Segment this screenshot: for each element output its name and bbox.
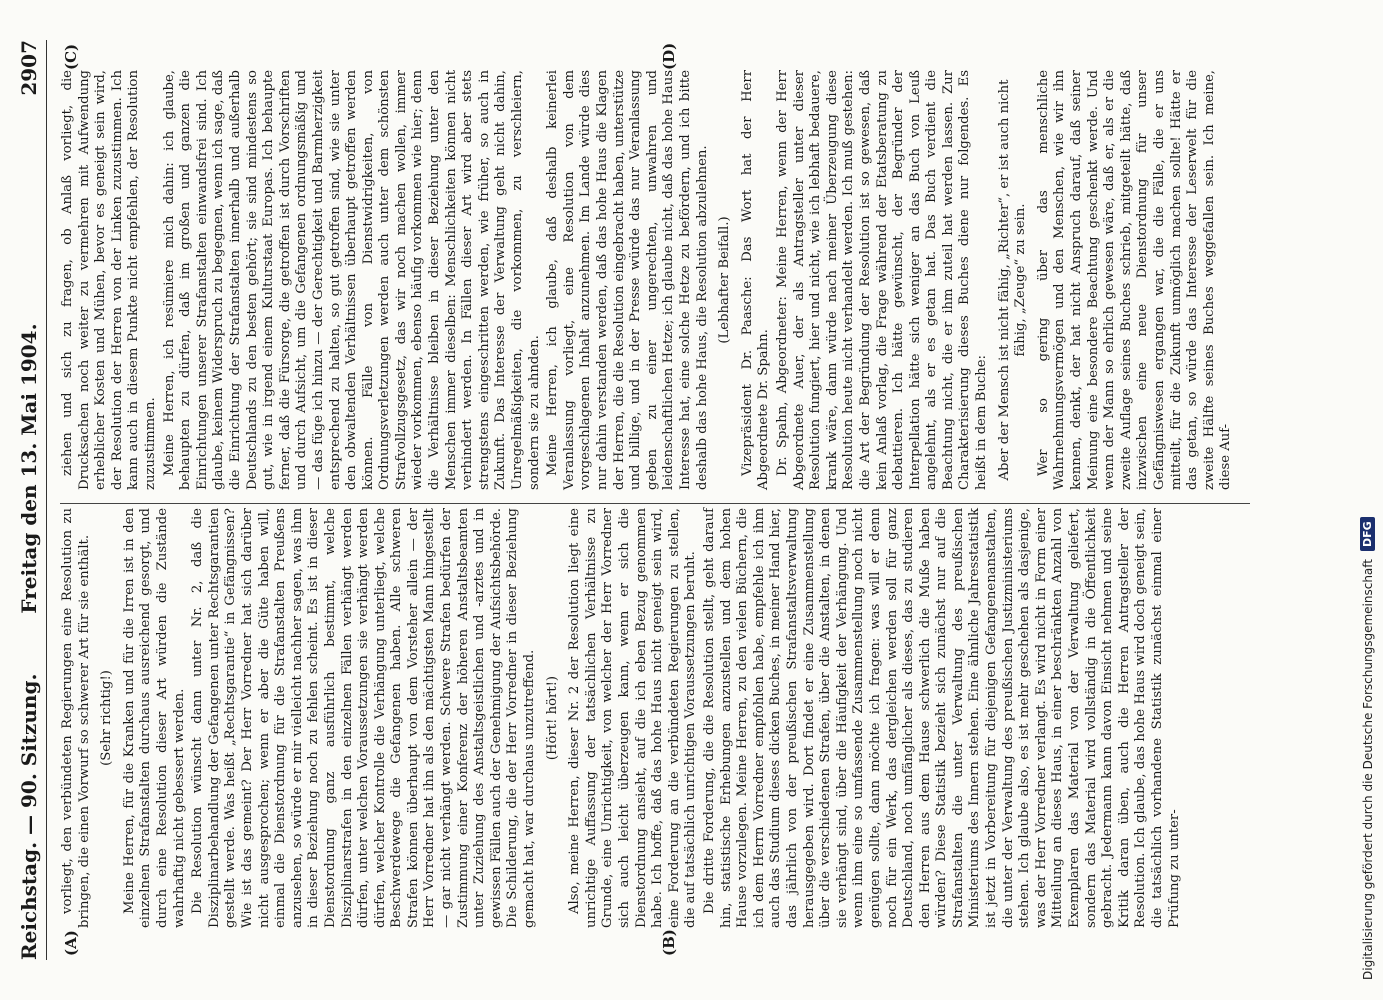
paragraph: Meine Herren, ich glaube, daß deshalb keinerlei Veranlassung vorliegt, eine Resolution von dem vorgeschlagenen Inhalt anzunehmen. Im Lande würde dies nur dahin verstanden werden, daß das hohe Haus die Klagen der Herren, die die Resolution eingebracht haben, unterstütze und billige, und in der Presse würde das nur Veranlassung geben zu einer ungerechten, unwahren und leidenschaftlichen Hetze; ich glaube nicht, daß das hohe Haus Interesse hat, eine solche Hetze zu befördern, und ich bitte deshalb das hohe Haus, die Resolution abzulehnen. [545,70,710,490]
margin-mark-b: (B) [660,929,678,956]
quotation: Aber der Mensch ist nicht fähig, „Richter“, er ist auch nicht fähig, „Zeuge“ zu sein. [996,79,1029,481]
speaker-paragraph: Vizepräsident Dr. Paasche: Das Wort hat der Herr Abgeordnete Dr. Spahn. [739,70,772,490]
margin-mark-c: (C) [62,43,80,70]
left-column [60,508,1250,928]
interjection: (Hört! hört!) [544,675,560,761]
margin-mark-a: (A) [62,930,80,956]
paragraph: Wer so gering über das menschliche Wahrnehmungsvermögen und den Menschen, wie wir ihn kennen, denkt, der hat nicht Anspruch darauf, daß seiner Meinung eine besondere Beachtung geschenkt werde. Und wenn der Mann so ehrlich gewesen wäre, daß er, als er die zweite Auflage seines Buches schrieb, mitgeteilt hätte, daß inzwischen eine neue Dienstordnung für unser Gefängniswesen ergangen war, die die Fälle, die er uns mitteilt, für die Zukunft unmöglich machen sollte! Hätte er das getan, so würde das Interesse der Leserwelt für die zweite Hälfte seines Buches weggefallen sein. Ich meine, diese Auf- [1035,70,1234,490]
header-title: Reichstag. — 90. Sitzung. [17,673,41,960]
column-divider [60,503,1250,504]
speaker-paragraph: Dr. Spahn, Abgeordneter: Meine Herren, wenn der Herr Abgeordnete Auer, der als Antragsteller unter dieser Resolution fungiert, hier und nicht, wie ich lebhaft bedauere, krank wäre, dann würde nach meiner Überzeugung diese Resolution heute nicht verhandelt werden. Ich muß gestehen: die Art der Begründung der Resolution ist so gewesen, daß kein Anlaß vorlag, die Frage während der Etatsberatung zu debattieren. Ich hätte gewünscht, der Begründer der Interpellation hätte sich weniger an das Buch von Leuß angelehnt, als er es getan hat. Das Buch verdient die Beachtung nicht, die er ihm zuteil hat werden lassen. Zur Charakterisierung dieses Buches diene nur folgendes. Es heißt in dem Buche: [774,70,990,490]
paragraph: Meine Herren, für die Kranken und für die Irren ist in den einzelnen Strafanstalten durchaus ausreichend gesorgt, und durch eine Resolution dieser Art würden die Zustände wahrhaftig nicht gebessert werden. [121,508,187,928]
paragraph: ziehen und sich zu fragen, ob Anlaß vorliegt, die Drucksachen noch weiter zu vermehren mit Aufwendung erheblicher Kosten und Mühen, bevor es geneigt sein wird, der Resolution der Herren von der Linken zuzustimmen. Ich kann auch in diesem Punkte nicht empfehlen, der Resolution zuzustimmen. [60,70,158,490]
paragraph: Meine Herren, ich resümiere mich dahin: ich glaube, behaupten zu dürfen, daß im großen und ganzen die Einrichtungen unserer Strafanstalten einwandsfrei sind. Ich glaube, keinem Widerspruch zu begegnen, wenn ich sage, daß die Einrichtung der Strafanstalten innerhalb und außerhalb Deutschlands zu den besten gehört; sie sind mindestens so gut, wie in irgend einem Kulturstaat Europas. Ich behaupte ferner, daß die Fürsorge, die getroffen ist durch Vorschriften und durch Aufsicht, um die Gefangenen ordnungsmäßig und — das füge ich hinzu — der Gerechtigkeit und Barmherzigkeit entsprechend zu halten, so gut getroffen sind, wie sie unter den obwaltenden Verhältnissen überhaupt getroffen werden können. Fälle von Dienstwidrigkeiten, von Ordnungsverletzungen werden auch unter dem schönsten Strafvollzugsgesetz, das wir noch machen wollen, immer wieder vorkommen, ebenso häufig vorkommen wie hier; denn die Verhältnisse bleiben in dieser Beziehung unter den Menschen immer dieselben: Menschlichkeiten können nicht verhindert werden. In Fällen dieser Art wird aber stets strengstens eingeschritten werden, wie früher, so auch in Zukunft. Das Interesse der Verwaltung geht nicht dahin, Unregelmäßigkeiten, die vorkommen, zu verschleiern, sondern sie zu ahnden. [161,70,542,490]
page-number: 2907 [17,40,41,96]
margin-mark-d: (D) [660,42,678,70]
header-date: Freitag den 13. Mai 1904. [17,323,41,614]
credit-text: Digitalisierung gefördert durch die Deutsche Forschungsgemeinschaft [1360,558,1375,980]
paragraph: Die dritte Forderung, die die Resolution stellt, geht darauf hin, statistische Erhebungen anzustellen und dem hohen Hause vorzulegen. Meine Herren, zu den vielen Büchern, die ich dem Herrn Vorredner empfohlen habe, empfehle ich ihm auch das Studium dieses dicken Buches, in meiner Hand hier, das jährlich von der preußischen Strafanstaltsverwaltung herausgegeben wird. Dort findet er eine Zusammenstellung über die verschiedenen Strafen, über die Anstalten, in denen sie verhängt sind, über die Häufigkeit der Verhängung. Und wenn ihm eine so umfassende Zusammenstellung noch nicht genügen sollte, dann möchte ich fragen: was will er denn noch für ein Werk, das dergleichen werden soll für ganz Deutschland, noch umfänglicher als dieses, das zu studieren den Herren aus dem Hause schwerlich die Muße haben würden? Diese Statistik bezieht sich zunächst nur auf die Strafanstalten die unter Verwaltung des preußischen Ministeriums des Innern stehen. Eine ähnliche Jahresstatistik ist jetzt in Vorbereitung für diejenigen Gefangenenanstalten, die unter der Verwaltung des preußischen Justizministeriums stehen. Ich glaube also, es ist mehr geschehen als dasjenige, was der Herr Vorredner verlangt. Es wird nicht in Form einer Mitteilung an dieses Haus, in einer beschränkten Anzahl von Exemplaren das Material von der Verwaltung geliefert, sondern das Material wird vollständig in die Öffentlichkeit gebracht. Jedermann kann davon Einsicht nehmen und seine Kritik daran üben, auch die Herren Antragsteller der Resolution. Ich glaube, das hohe Haus wird doch geneigt sein, die tatsächlich vorhandene Statistik zunächst einmal einer Prüfung zu unter- [701,508,1182,928]
interjection: (Lebhafter Beifall.) [717,216,733,344]
paragraph: Also, meine Herren, dieser Nr. 2 der Resolution liegt eine unrichtige Auffassung der tatsächlichen Verhältnisse zu Grunde, eine Unrichtigkeit, von welcher der Herr Vorredner sich auch leicht überzeugen kann, wenn er sich die Dienstordnung ansieht, auf die ich eben Bezug genommen habe. Ich hoffe, daß das hohe Haus nicht geneigt sein wird, eine Forderung an die verbündeten Regierungen zu stellen, die auf tatsächlich unrichtigen Voraussetzungen beruht. [567,508,699,928]
paragraph: Die Resolution wünscht dann unter Nr. 2, daß die Disziplinarbehandlung der Gefangenen unter Rechtsgarantien gestellt werde. Was heißt „Rechtsgarantie“ in Gefängnissen? Wie ist das gemeint? Der Herr Vorredner hat sich darüber nicht ausgesprochen; wenn er aber die Güte haben will, einmal die Dienstordnung für die Strafanstalten Preußens anzusehen, so würde er mir vielleicht nachher sagen, was ihm in dieser Beziehung noch zu fehlen scheint. Es ist in dieser Dienstordnung ganz ausführlich bestimmt, welche Disziplinarstrafen in den einzelnen Fällen verhängt werden dürfen, unter welchen Voraussetzungen sie verhängt werden dürfen, welcher Kontrolle die Verhängung unterliegt, welche Beschwerdewege die Gefangenen haben. Alle schweren Strafen können überhaupt von dem Vorsteher allein — der Herr Vorredner hat ihn als den mächtigsten Mann hingestellt — gar nicht verhängt werden. Schwere Strafen bedürfen der Zustimmung einer Konferenz der höheren Anstaltsbeamten unter Zuziehung des Anstaltsgeistlichen und -arztes und in gewissen Fällen auch der Genehmigung der Aufsichtsbehörde. Die Schilderung, die der Herr Vorredner in dieser Beziehung gemacht hat, war durchaus unzutreffend. [190,508,538,928]
page-header [12,40,47,960]
digitization-credit [1360,20,1375,980]
right-column [60,70,1250,490]
interjection: (Sehr richtig!) [99,670,115,766]
dfg-logo-icon: DFG [1360,517,1375,551]
paragraph: vorliegt, den verbündeten Regierungen eine Resolution zu bringen, die einen Vorwurf so schwerer Art für sie enthält. [60,508,92,928]
